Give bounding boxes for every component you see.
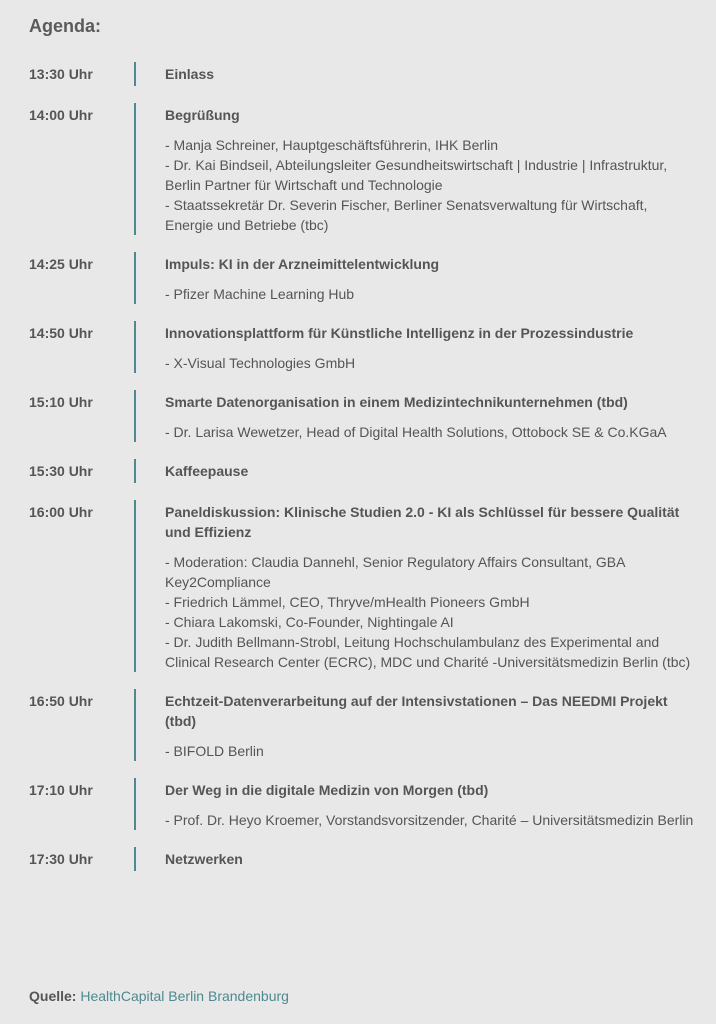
agenda-details	[165, 284, 696, 304]
agenda-detail-line: - Dr. Kai Bindseil, Abteilungsleiter Gesundheitswirtschaft | Industrie | Infrastruktur, Berlin Partner für Wirtschaft und Technologie	[165, 157, 668, 193]
agenda-time: 17:10 Uhr	[29, 782, 93, 798]
agenda-item	[0, 459, 716, 483]
source-label: Quelle:	[29, 988, 77, 1004]
timeline-divider	[134, 778, 136, 830]
agenda-time: 16:00 Uhr	[29, 504, 93, 520]
agenda-detail-line: - Dr. Judith Bellmann-Strobl, Leitung Hochschulambulanz des Experimental and Clinical Research Center (ECRC), MDC und Charité -Universitätsmedizin Berlin (tbc)	[165, 634, 691, 670]
agenda-detail-line: - Manja Schreiner, Hauptgeschäftsführerin, IHK Berlin	[165, 137, 499, 153]
agenda-time: 15:30 Uhr	[29, 463, 93, 479]
agenda-content	[165, 321, 716, 373]
agenda-item	[0, 252, 716, 304]
agenda-item	[0, 689, 716, 761]
agenda-time: 14:00 Uhr	[29, 107, 93, 123]
agenda-content	[165, 689, 716, 761]
timeline-divider	[134, 500, 136, 672]
timeline-divider	[134, 62, 136, 86]
source-link[interactable]: HealthCapital Berlin Brandenburg	[80, 988, 289, 1004]
agenda-time: 13:30 Uhr	[29, 66, 93, 82]
timeline-divider	[134, 689, 136, 761]
agenda-time: 14:25 Uhr	[29, 256, 93, 272]
agenda-list	[0, 62, 716, 888]
agenda-time: 15:10 Uhr	[29, 394, 93, 410]
agenda-item	[0, 103, 716, 235]
agenda-title: Begrüßung	[165, 107, 240, 123]
agenda-title: Der Weg in die digitale Medizin von Morgen (tbd)	[165, 782, 489, 798]
agenda-details	[165, 422, 696, 442]
agenda-content	[165, 103, 716, 235]
agenda-title: Impuls: KI in der Arzneimittelentwicklung	[165, 256, 440, 272]
agenda-detail-line: - Moderation: Claudia Dannehl, Senior Regulatory Affairs Consultant, GBA Key2Compliance	[165, 554, 625, 590]
agenda-detail-line: - X-Visual Technologies GmbH	[165, 355, 356, 371]
agenda-time: 16:50 Uhr	[29, 693, 93, 709]
agenda-details	[165, 810, 696, 830]
agenda-title: Smarte Datenorganisation in einem Medizintechnikunternehmen (tbd)	[165, 394, 628, 410]
agenda-title: Netzwerken	[165, 851, 243, 867]
timeline-divider	[134, 390, 136, 442]
timeline-divider	[134, 459, 136, 483]
agenda-content	[165, 390, 716, 442]
agenda-details	[165, 552, 696, 672]
agenda-details	[165, 353, 696, 373]
agenda-title: Paneldiskussion: Klinische Studien 2.0 - KI als Schlüssel für bessere Qualität und Effizienz	[165, 504, 680, 540]
agenda-item	[0, 390, 716, 442]
agenda-detail-line: - Staatssekretär Dr. Severin Fischer, Berliner Senatsverwaltung für Wirtschaft, Energie und Betriebe (tbc)	[165, 197, 648, 233]
agenda-detail-line: - Pfizer Machine Learning Hub	[165, 286, 355, 302]
agenda-title: Echtzeit-Datenverarbeitung auf der Intensivstationen – Das NEEDMI Projekt (tbd)	[165, 693, 668, 729]
agenda-time: 17:30 Uhr	[29, 851, 93, 867]
agenda-title: Kaffeepause	[165, 463, 249, 479]
agenda-content	[165, 847, 716, 871]
timeline-divider	[134, 252, 136, 304]
agenda-content	[165, 500, 716, 672]
agenda-detail-line: - Chiara Lakomski, Co-Founder, Nightingale AI	[165, 614, 454, 630]
agenda-item	[0, 321, 716, 373]
agenda-time: 14:50 Uhr	[29, 325, 93, 341]
timeline-divider	[134, 321, 136, 373]
agenda-content	[165, 62, 716, 86]
agenda-title: Innovationsplattform für Künstliche Intelligenz in der Prozessindustrie	[165, 325, 634, 341]
agenda-item	[0, 778, 716, 830]
source-line	[29, 988, 289, 1004]
agenda-content	[165, 778, 716, 830]
agenda-item	[0, 500, 716, 672]
agenda-title: Einlass	[165, 66, 215, 82]
agenda-detail-line: - Friedrich Lämmel, CEO, Thryve/mHealth Pioneers GmbH	[165, 594, 530, 610]
timeline-divider	[134, 847, 136, 871]
agenda-details	[165, 741, 696, 761]
agenda-heading: Agenda:	[29, 16, 101, 36]
agenda-detail-line: - Prof. Dr. Heyo Kroemer, Vorstandsvorsitzender, Charité – Universitätsmedizin Berlin	[165, 812, 694, 828]
agenda-detail-line: - Dr. Larisa Wewetzer, Head of Digital Health Solutions, Ottobock SE & Co.KGaA	[165, 424, 667, 440]
agenda-details	[165, 135, 696, 235]
agenda-detail-line: - BIFOLD Berlin	[165, 743, 264, 759]
agenda-item	[0, 847, 716, 871]
agenda-item	[0, 62, 716, 86]
agenda-content	[165, 459, 716, 483]
timeline-divider	[134, 103, 136, 235]
agenda-content	[165, 252, 716, 304]
